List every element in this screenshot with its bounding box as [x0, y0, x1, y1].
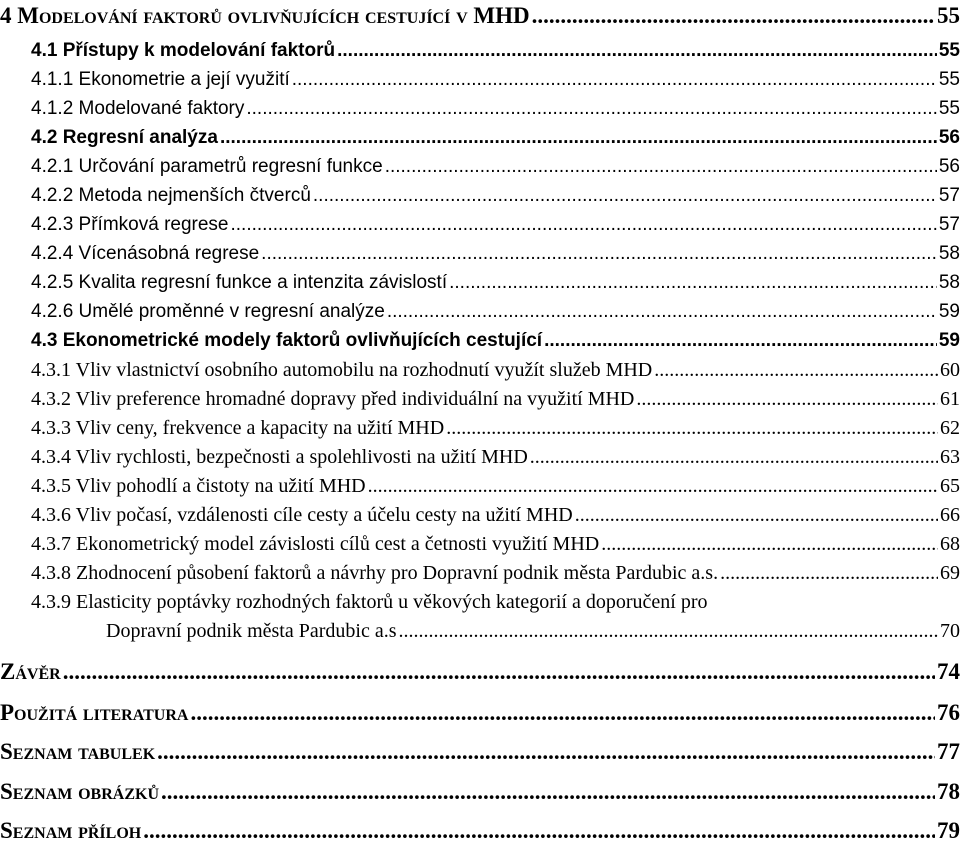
toc-entry-4-1-1[interactable]: [31, 69, 960, 91]
dot-leader: [720, 562, 938, 585]
toc-number: 4.2.4: [31, 243, 74, 264]
dot-leader: [532, 3, 935, 29]
toc-entry-4-2-6[interactable]: [31, 301, 960, 323]
toc-title: Použitá literatura: [0, 700, 189, 725]
toc-page-number: 59: [938, 330, 960, 351]
toc-entry-pouzita-literatura[interactable]: [0, 700, 960, 726]
dot-leader: [63, 659, 935, 685]
dot-leader: [575, 504, 938, 527]
dot-leader: [220, 127, 937, 149]
toc-entry-seznam-obrazku[interactable]: [0, 779, 960, 805]
toc-number: 4.2: [31, 127, 58, 148]
dot-leader: [449, 272, 937, 294]
dot-leader: [601, 533, 938, 556]
toc-page-number: 56: [938, 127, 960, 148]
dot-leader: [246, 98, 936, 120]
toc-number: 4.3.4: [31, 446, 71, 468]
toc-page-number: 66: [940, 504, 960, 526]
toc-title: Vliv pohodlí a čistoty na užití MHD: [75, 475, 366, 497]
toc-entry-4-2-3[interactable]: [31, 214, 960, 236]
toc-title: Seznam tabulek: [0, 739, 156, 764]
toc-title: Regresní analýza: [62, 127, 218, 148]
toc-entry-4-2-2[interactable]: [31, 185, 960, 207]
toc-page-number: 55: [937, 3, 960, 28]
toc-title-continued: Dopravní podnik města Pardubic a.s: [106, 620, 397, 642]
dot-leader: [143, 818, 935, 844]
toc-number: 4.2.3: [31, 214, 74, 235]
toc-title: Ekonometrický model závislosti cílů cest a četnosti využití MHD: [76, 533, 600, 555]
toc-title: Určování parametrů regresní funkce: [78, 156, 383, 177]
toc-entry-4-2-4[interactable]: [31, 243, 960, 265]
toc-number: 4.3.6: [31, 504, 71, 526]
toc-entry-4-3-3[interactable]: [31, 417, 960, 440]
toc-number: 4.2.1: [31, 156, 74, 177]
toc-page-number: 60: [940, 359, 960, 381]
toc-entry-4-3-5[interactable]: [31, 475, 960, 498]
toc-number: 4.3.1: [31, 359, 71, 381]
toc-entry-4-2-1[interactable]: [31, 156, 960, 178]
toc-title: Ekonometrické modely faktorů ovlivňujících cestující: [62, 330, 543, 351]
toc-entry-chapter-4[interactable]: [0, 3, 960, 29]
toc-number: 4.2.2: [31, 185, 74, 206]
toc-title: Metoda nejmenších čtverců: [78, 185, 311, 206]
toc-title: Vliv ceny, frekvence a kapacity na užití MHD: [75, 417, 445, 439]
toc-number: 4.1.1: [31, 69, 74, 90]
toc-entry-4-3-6[interactable]: [31, 504, 960, 527]
toc-page-number: 63: [940, 446, 960, 468]
dot-leader: [446, 417, 938, 440]
toc-entry-zaver[interactable]: [0, 659, 960, 685]
toc-page-number: 76: [937, 700, 960, 725]
toc-title: Závěr: [0, 659, 61, 684]
dot-leader: [157, 739, 935, 765]
dot-leader: [387, 301, 937, 323]
toc-entry-4-3-1[interactable]: [31, 359, 960, 382]
toc-number: 4.3.2: [31, 388, 71, 410]
toc-number: 4.3.9: [31, 591, 71, 613]
toc-title: Kvalita regresní funkce a intenzita závislostí: [78, 272, 448, 293]
toc-entry-4-1[interactable]: [31, 40, 960, 62]
toc-title: Umělé proměnné v regresní analýze: [78, 301, 385, 322]
toc-entry-4-2[interactable]: [31, 127, 960, 149]
dot-leader: [337, 40, 937, 62]
dot-leader: [368, 475, 938, 498]
dot-leader: [313, 185, 937, 207]
toc-page-number: 62: [940, 417, 960, 439]
dot-leader: [399, 620, 939, 643]
toc-title: Přímková regrese: [78, 214, 229, 235]
toc-page-number: 59: [938, 301, 960, 322]
toc-entry-4-3-7[interactable]: [31, 533, 960, 556]
toc-page-number: 74: [937, 659, 960, 684]
toc-page-number: 77: [937, 739, 960, 764]
toc-entry-4-3-2[interactable]: [31, 388, 960, 411]
toc-page-number: 57: [938, 185, 960, 206]
dot-leader: [161, 779, 935, 805]
toc-number: 4.1: [31, 40, 58, 61]
toc-title: Elasticity poptávky rozhodných faktorů u věkových kategorií a doporučení pro: [76, 591, 708, 613]
toc-number: 4.3.8: [31, 562, 71, 584]
toc-entry-4-3-4[interactable]: [31, 446, 960, 469]
toc-page-number: 70: [940, 620, 960, 642]
toc-number: 4.3.3: [31, 417, 71, 439]
toc-title: Vliv vlastnictví osobního automobilu na rozhodnutí využít služeb MHD: [75, 359, 653, 381]
toc-title: Ekonometrie a její využití: [78, 69, 290, 90]
toc-entry-4-1-2[interactable]: [31, 98, 960, 120]
toc-entry-4-3-9-continued[interactable]: [106, 620, 960, 643]
dot-leader: [385, 156, 937, 178]
toc-title: Modelování faktorů ovlivňujících cestující v MHD: [17, 3, 530, 28]
toc-page-number: 58: [938, 243, 960, 264]
toc-number: 4.3.5: [31, 475, 71, 497]
toc-title: Zhodnocení působení faktorů a návrhy pro Dopravní podnik města Pardubic a.s.: [76, 562, 719, 584]
toc-page-number: 57: [938, 214, 960, 235]
toc-entry-seznam-priloh[interactable]: [0, 818, 960, 844]
toc-title: Přístupy k modelování faktorů: [62, 40, 336, 61]
dot-leader: [544, 330, 937, 352]
dot-leader: [231, 214, 937, 236]
dot-leader: [530, 446, 938, 469]
toc-title: Vliv rychlosti, bezpečnosti a spolehlivosti na užití MHD: [75, 446, 528, 468]
toc-entry-4-3-8[interactable]: [31, 562, 960, 585]
toc-title: Seznam příloh: [0, 818, 142, 843]
toc-page-number: 68: [940, 533, 960, 555]
toc-page-number: 69: [940, 562, 960, 584]
toc-page-number: 65: [940, 475, 960, 497]
toc-title: Seznam obrázků: [0, 779, 159, 804]
toc-page-number: 79: [937, 818, 960, 843]
dot-leader: [292, 69, 937, 91]
toc-number: 4.2.5: [31, 272, 74, 293]
toc-title: Vliv počasí, vzdálenosti cíle cesty a účelu cesty na užití MHD: [75, 504, 573, 526]
toc-page-number: 58: [938, 272, 960, 293]
toc-number: 4.1.2: [31, 98, 74, 119]
toc-entry-seznam-tabulek[interactable]: [0, 739, 960, 765]
toc-number: 4: [0, 3, 12, 28]
dot-leader: [261, 243, 937, 265]
dot-leader: [636, 388, 938, 411]
toc-page-number: 56: [938, 156, 960, 177]
toc-number: 4.3: [31, 330, 58, 351]
toc-number: 4.2.6: [31, 301, 74, 322]
dot-leader: [190, 700, 935, 726]
toc-page-number: 55: [938, 40, 960, 61]
toc-page-number: 55: [938, 69, 960, 90]
toc-title: Vícenásobná regrese: [78, 243, 260, 264]
dot-leader: [654, 359, 938, 382]
toc-page-number: 61: [940, 388, 960, 410]
toc-entry-4-3-9[interactable]: [31, 591, 960, 614]
toc-entry-4-3[interactable]: [31, 330, 960, 352]
toc-title: Modelované faktory: [78, 98, 245, 119]
toc-page-number: 55: [938, 98, 960, 119]
toc-number: 4.3.7: [31, 533, 71, 555]
toc-page-number: 78: [937, 779, 960, 804]
toc-title: Vliv preference hromadné dopravy před individuální na využití MHD: [75, 388, 635, 410]
toc-entry-4-2-5[interactable]: [31, 272, 960, 294]
